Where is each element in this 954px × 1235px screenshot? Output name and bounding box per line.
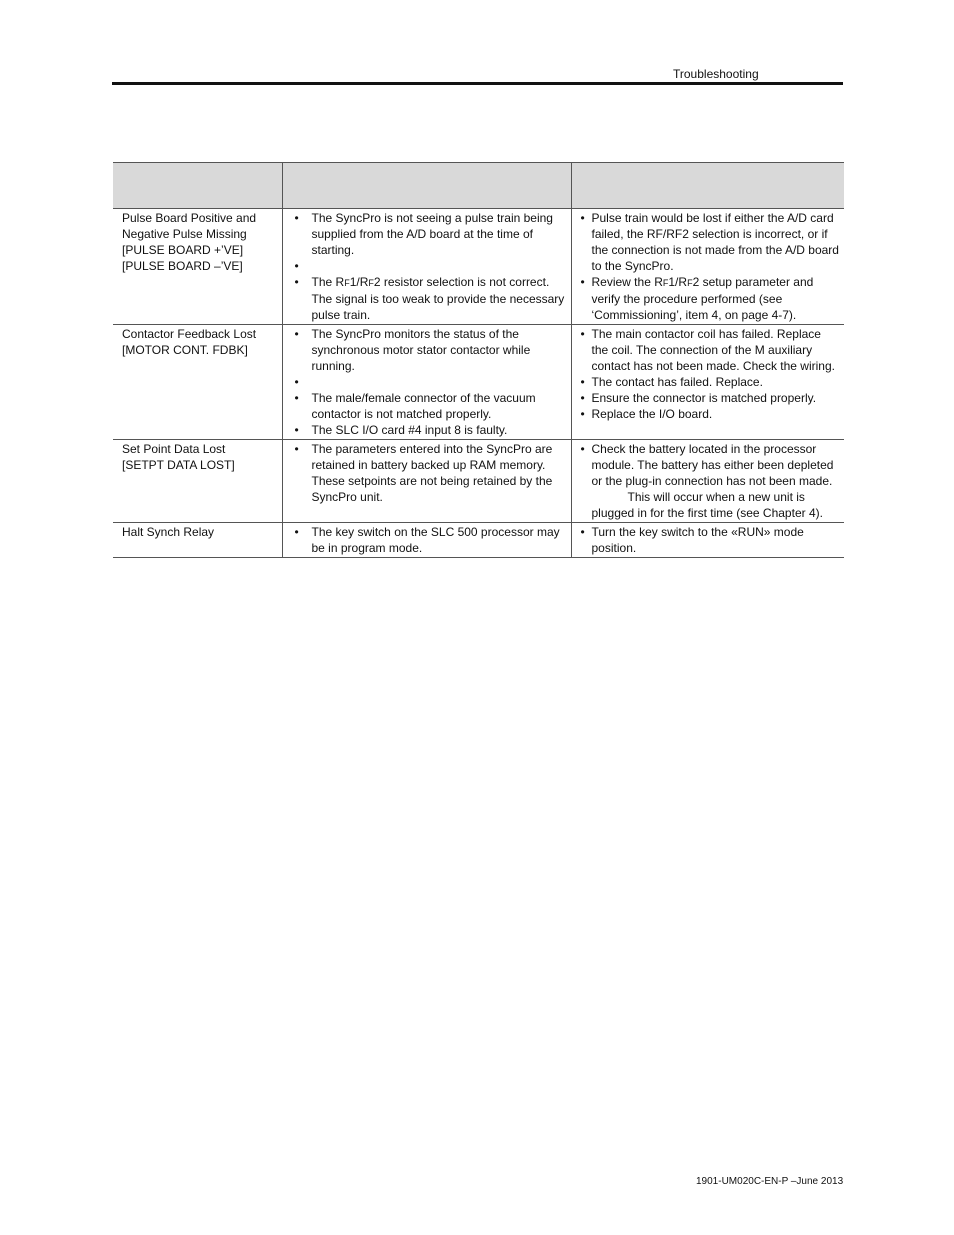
cause-item: • The SyncPro is not seeing a pulse train being supplied from the A/D board at the time of starting. bbox=[292, 210, 567, 258]
cause-cell bbox=[282, 325, 571, 440]
table-row bbox=[113, 209, 844, 325]
fault-cell bbox=[113, 523, 282, 558]
fault-line: [PULSE BOARD +’VE] bbox=[122, 243, 244, 257]
cause-item: • The SLC I/O card #4 input 8 is faulty. bbox=[292, 422, 567, 438]
remedy-item: • Review the RF1/RF2 setup parameter and verify the procedure performed (see ‘Commissioning’, item 4, on page 4-7). bbox=[581, 274, 841, 323]
spacer bbox=[292, 258, 567, 274]
remedy-item: • Check the battery located in the processor module. The battery has either been depleted or the plug-in connection has not been made. This will occur when a new unit is bbox=[581, 441, 841, 505]
fault-line: [SETPT DATA LOST] bbox=[122, 458, 235, 472]
remedy-cell bbox=[571, 325, 844, 440]
remedy-cell bbox=[571, 440, 844, 523]
fault-line: Contactor Feedback Lost bbox=[122, 327, 257, 341]
fault-line: [PULSE BOARD –’VE] bbox=[122, 259, 243, 273]
fault-cell bbox=[113, 325, 282, 440]
cause-cell bbox=[282, 523, 571, 558]
remedy-item: • Ensure the connector is matched properly. bbox=[581, 390, 841, 406]
header-rule bbox=[112, 82, 843, 85]
cause-item: • The SyncPro monitors the status of the synchronous motor stator contactor while running. bbox=[292, 326, 567, 374]
cause-item: • The RF1/RF2 resistor selection is not correct. The signal is too weak to provide the necessary pulse train. bbox=[292, 274, 567, 323]
table-row bbox=[113, 523, 844, 558]
fault-line: Pulse Board Positive and bbox=[122, 211, 257, 225]
remedy-cell bbox=[571, 523, 844, 558]
cause-cell bbox=[282, 209, 571, 325]
cause-cell bbox=[282, 440, 571, 523]
remedy-item: • The contact has failed. Replace. bbox=[581, 374, 841, 390]
fault-cell bbox=[113, 209, 282, 325]
remedy-item: • Turn the key switch to the «RUN» mode position. bbox=[581, 524, 841, 556]
spacer bbox=[292, 374, 567, 390]
header-cell-remedy bbox=[571, 163, 844, 209]
table-row bbox=[113, 325, 844, 440]
fault-cell bbox=[113, 440, 282, 523]
troubleshooting-table bbox=[113, 162, 844, 558]
header-cell-fault bbox=[113, 163, 282, 209]
fault-line: Halt Synch Relay bbox=[122, 525, 215, 539]
fault-line: Negative Pulse Missing bbox=[122, 227, 247, 241]
remedy-note: This will occur when a new unit is bbox=[627, 490, 805, 504]
remedy-item: • The main contactor coil has failed. Replace the coil. The connection of the M auxiliary contact has not been made. Check the wiring. bbox=[581, 326, 841, 374]
remedy-item: • Replace the I/O board. bbox=[581, 406, 841, 422]
fault-line: [MOTOR CONT. FDBK] bbox=[122, 343, 248, 357]
remedy-cell bbox=[571, 209, 844, 325]
remedy-item: • Pulse train would be lost if either the A/D card failed, the RF/RF2 selection is incorrect, or if the connection is not made from the A/D board to the SyncPro. bbox=[581, 210, 841, 274]
fault-line: Set Point Data Lost bbox=[122, 442, 226, 456]
header-cell-cause bbox=[282, 163, 571, 209]
remedy-tail: plugged in for the first time (see Chapter 4). bbox=[591, 506, 823, 520]
table-row bbox=[113, 440, 844, 523]
page-footer: 1901-UM020C-EN-P –June 2013 bbox=[696, 1176, 844, 1187]
cause-item: • The key switch on the SLC 500 processor may be in program mode. bbox=[292, 524, 567, 556]
cause-item: • The parameters entered into the SyncPro are retained in battery backed up RAM memory. These setpoints are not being retained by the SyncPro unit. bbox=[292, 441, 567, 505]
table-header-row bbox=[113, 163, 844, 209]
page-header-title: Troubleshooting bbox=[673, 67, 759, 81]
cause-item: • The male/female connector of the vacuum contactor is not matched properly. bbox=[292, 390, 567, 422]
